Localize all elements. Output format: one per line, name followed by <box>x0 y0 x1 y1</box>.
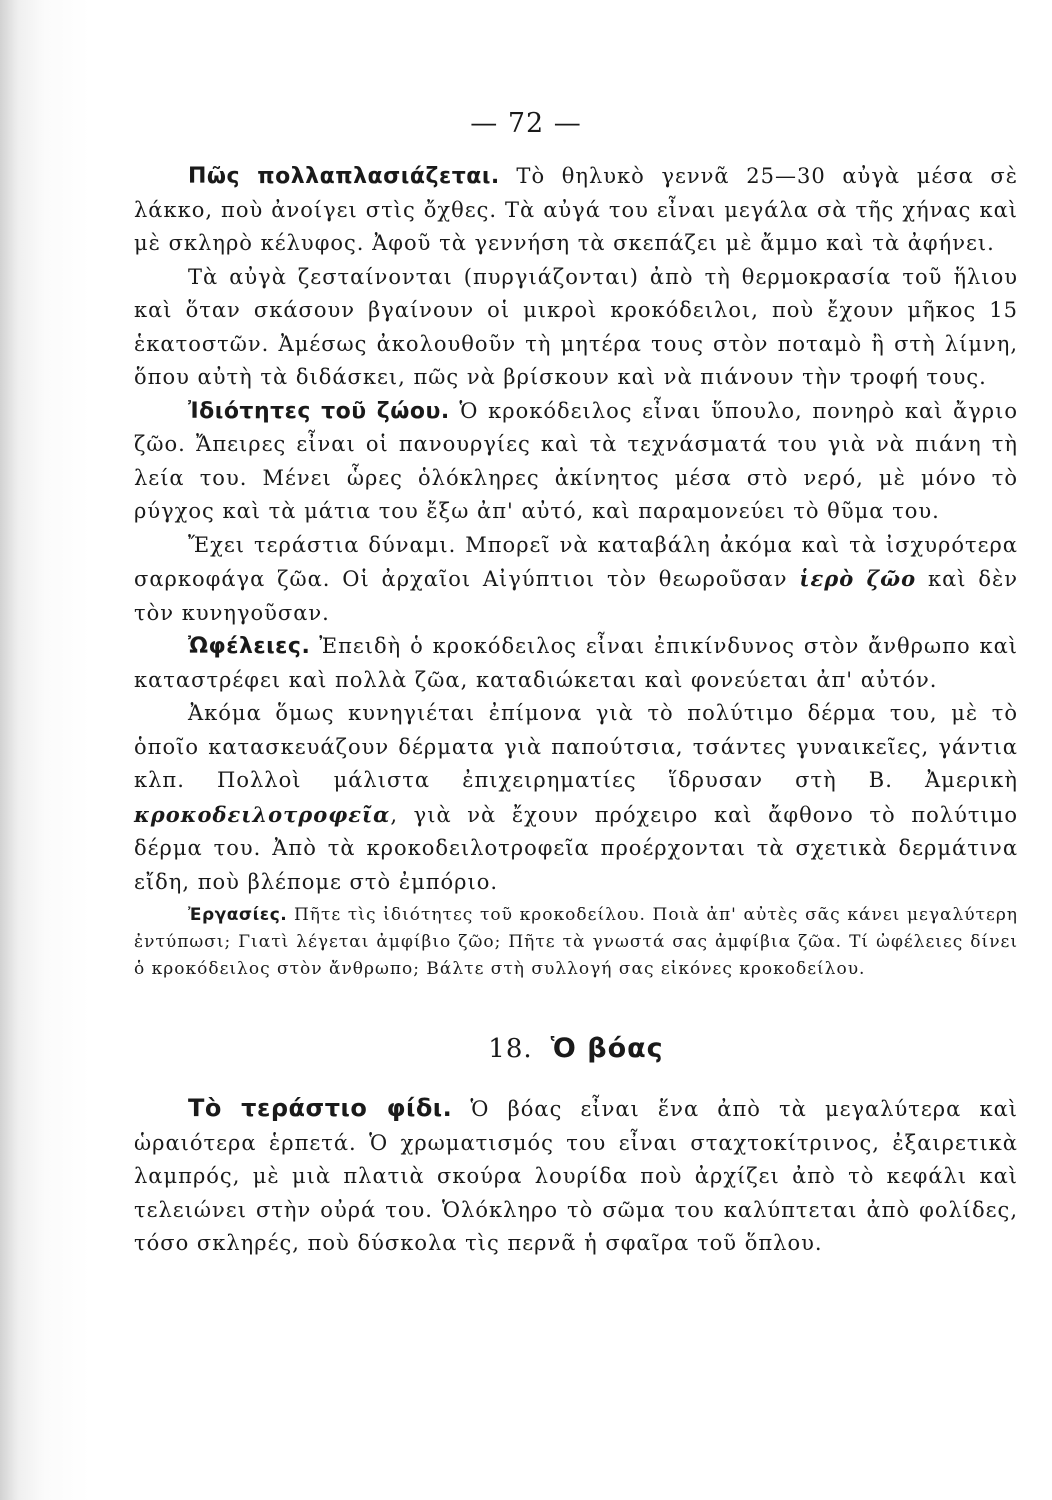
section-number: 18. <box>488 1034 533 1064</box>
paragraph-exercises <box>134 902 1018 983</box>
paragraph-text: καὶ δὲν τὸν κυνηγοῦσαν. <box>134 567 1019 625</box>
paragraph-text: Τὰ αὐγὰ ζεσταίνονται (πυργιάζονται) ἀπὸ τὴ θερμοκρασία τοῦ ἥλιου καὶ ὅταν σκάσουν βγαίνουν οἱ μικροὶ κροκόδειλοι, ποὺ ἔχουν μῆκος 15 ἑκατοστῶν. Ἀμέσως ἀκολουθοῦν τὴ μητέρα τους στὸν ποταμὸ ἢ στὴ λίμνη, ὅπου αὐτὴ τὰ διδάσκει, πῶς νὰ βρίσκουν καὶ νὰ πιάνουν τὴν τροφή τους. <box>134 264 1018 389</box>
paragraph-text: Πῆτε τὶς ἰδιότητες τοῦ κροκοδείλου. Ποιὰ ἀπ' αὐτὲς σᾶς κάνει μεγαλύτερη ἐντύπωσι; Γιατὶ λέγεται ἀμφίβιο ζῶο; Πῆτε τὰ γνωστά σας ἀμφίβια ζῶα. Τί ὠφέλειες δίνει ὁ κροκόδειλος στὸν ἄνθρωπο; Βάλτε στὴ συλλογή σας εἰκόνες κροκοδείλου. <box>134 905 1018 979</box>
page-number: — 72 — <box>470 108 582 139</box>
paragraph-benefits <box>134 630 1018 697</box>
heading-properties: Ἰδιότητες τοῦ ζώου. <box>188 398 450 424</box>
paragraph-properties <box>134 395 1018 529</box>
paragraph-boa <box>134 1092 1018 1261</box>
paragraph-text: , γιὰ νὰ ἔχουν πρόχειρο καὶ ἄφθονο τὸ πολύτιμο δέρμα του. Ἀπὸ τὰ κροκοδειλοτροφεῖα προέρχονται τὰ σχετικὰ δερμάτινα εἴδη, ποὺ βλέπομε στὸ ἐμπόριο. <box>134 802 1018 894</box>
paragraph-text: Ὁ βόας εἶναι ἕνα ἀπὸ τὰ μεγαλύτερα καὶ ὡραιότερα ἑρπετά. Ὁ χρωματισμός του εἶναι σταχτοκίτρινος, ἐξαιρετικὰ λαμπρός, μὲ μιὰ πλατιὰ σκούρα λουρίδα ποὺ ἀρχίζει ἀπὸ τὸ κεφάλι καὶ τελειώνει στὴν οὐρά του. Ὁλόκληρο τὸ σῶμα του καλύπτεται ἀπὸ φολίδες, τόσο σκληρές, ποὺ δύσκολα τὶς περνᾶ ἡ σφαῖρα τοῦ ὅπλου. <box>134 1097 1019 1255</box>
heading-benefits: Ὠφέλειες. <box>188 634 311 659</box>
paragraph-text: Ὁ κροκόδειλος εἶναι ὕπουλο, πονηρὸ καὶ ἄγριο ζῶο. Ἄπειρες εἶναι οἱ πανουργίες καὶ τὰ τεχνάσματά του γιὰ νὰ πιάνη τὴ λεία του. Μένει ὧρες ὁλόκληρες ἀκίνητος μέσα στὸ νερό, μὲ μόνο τὸ ρύγχος καὶ τὰ μάτια του ἔξω ἀπ' αὐτό, καὶ παραμονεύει τὸ θῦμα του. <box>134 398 1018 523</box>
paragraph-skin <box>134 697 1018 899</box>
paragraph-strength <box>134 529 1018 631</box>
section-name: Ὁ βόας <box>550 1033 664 1064</box>
paragraph-reproduction <box>134 160 1018 261</box>
emphasis-sacred-animal: ἱερὸ ζῶο <box>799 566 917 591</box>
paragraph-text: Τὸ θηλυκὸ γεννᾶ 25—30 αὐγὰ μέσα σὲ λάκκο, ποὺ ἀνοίγει στὶς ὄχθες. Τὰ αὐγά του εἶναι μεγάλα σὰ τῆς χήνας καὶ μὲ σκληρὸ κέλυφος. Ἀφοῦ τὰ γεννήση τὰ σκεπάζει μὲ ἄμμο καὶ τὰ ἀφήνει. <box>134 164 1019 255</box>
paragraph-text: Ἔχει τεράστια δύναμι. Μπορεῖ νὰ καταβάλη ἀκόμα καὶ τὰ ἰσχυρότερα σαρκοφάγα ζῶα. Οἱ ἀρχαῖοι Αἰγύπτιοι τὸν θεωροῦσαν <box>134 532 1018 591</box>
paragraph-text: Ἐπειδὴ ὁ κροκόδειλος εἶναι ἐπικίνδυνος στὸν ἄνθρωπο καὶ καταστρέφει καὶ πολλὰ ζῶα, καταδιώκεται καὶ φονεύεται ἀπ' αὐτόν. <box>134 634 1018 692</box>
paragraph-hatching <box>134 261 1018 395</box>
heading-huge-snake: Τὸ τεράστιο φίδι. <box>188 1094 453 1122</box>
heading-exercises: Ἐργασίες. <box>188 905 288 925</box>
section-title <box>134 1033 1018 1064</box>
paragraph-text: Ἀκόμα ὅμως κυνηγιέται ἐπίμονα γιὰ τὸ πολύτιμο δέρμα του, μὲ τὸ ὁποῖο κατασκευάζουν δέρματα γιὰ παπούτσια, τσάντες γυναικεῖες, γάντια κλπ. Πολλοὶ μάλιστα ἐπιχειρηματίες ἵδρυσαν στὴ Β. Ἀμερικὴ <box>134 701 1018 792</box>
page-content <box>134 160 1018 1261</box>
emphasis-crocodile-farms: κροκοδειλοτροφεῖα <box>134 801 391 827</box>
heading-reproduction: Πῶς πολλαπλασιάζεται. <box>188 164 500 189</box>
